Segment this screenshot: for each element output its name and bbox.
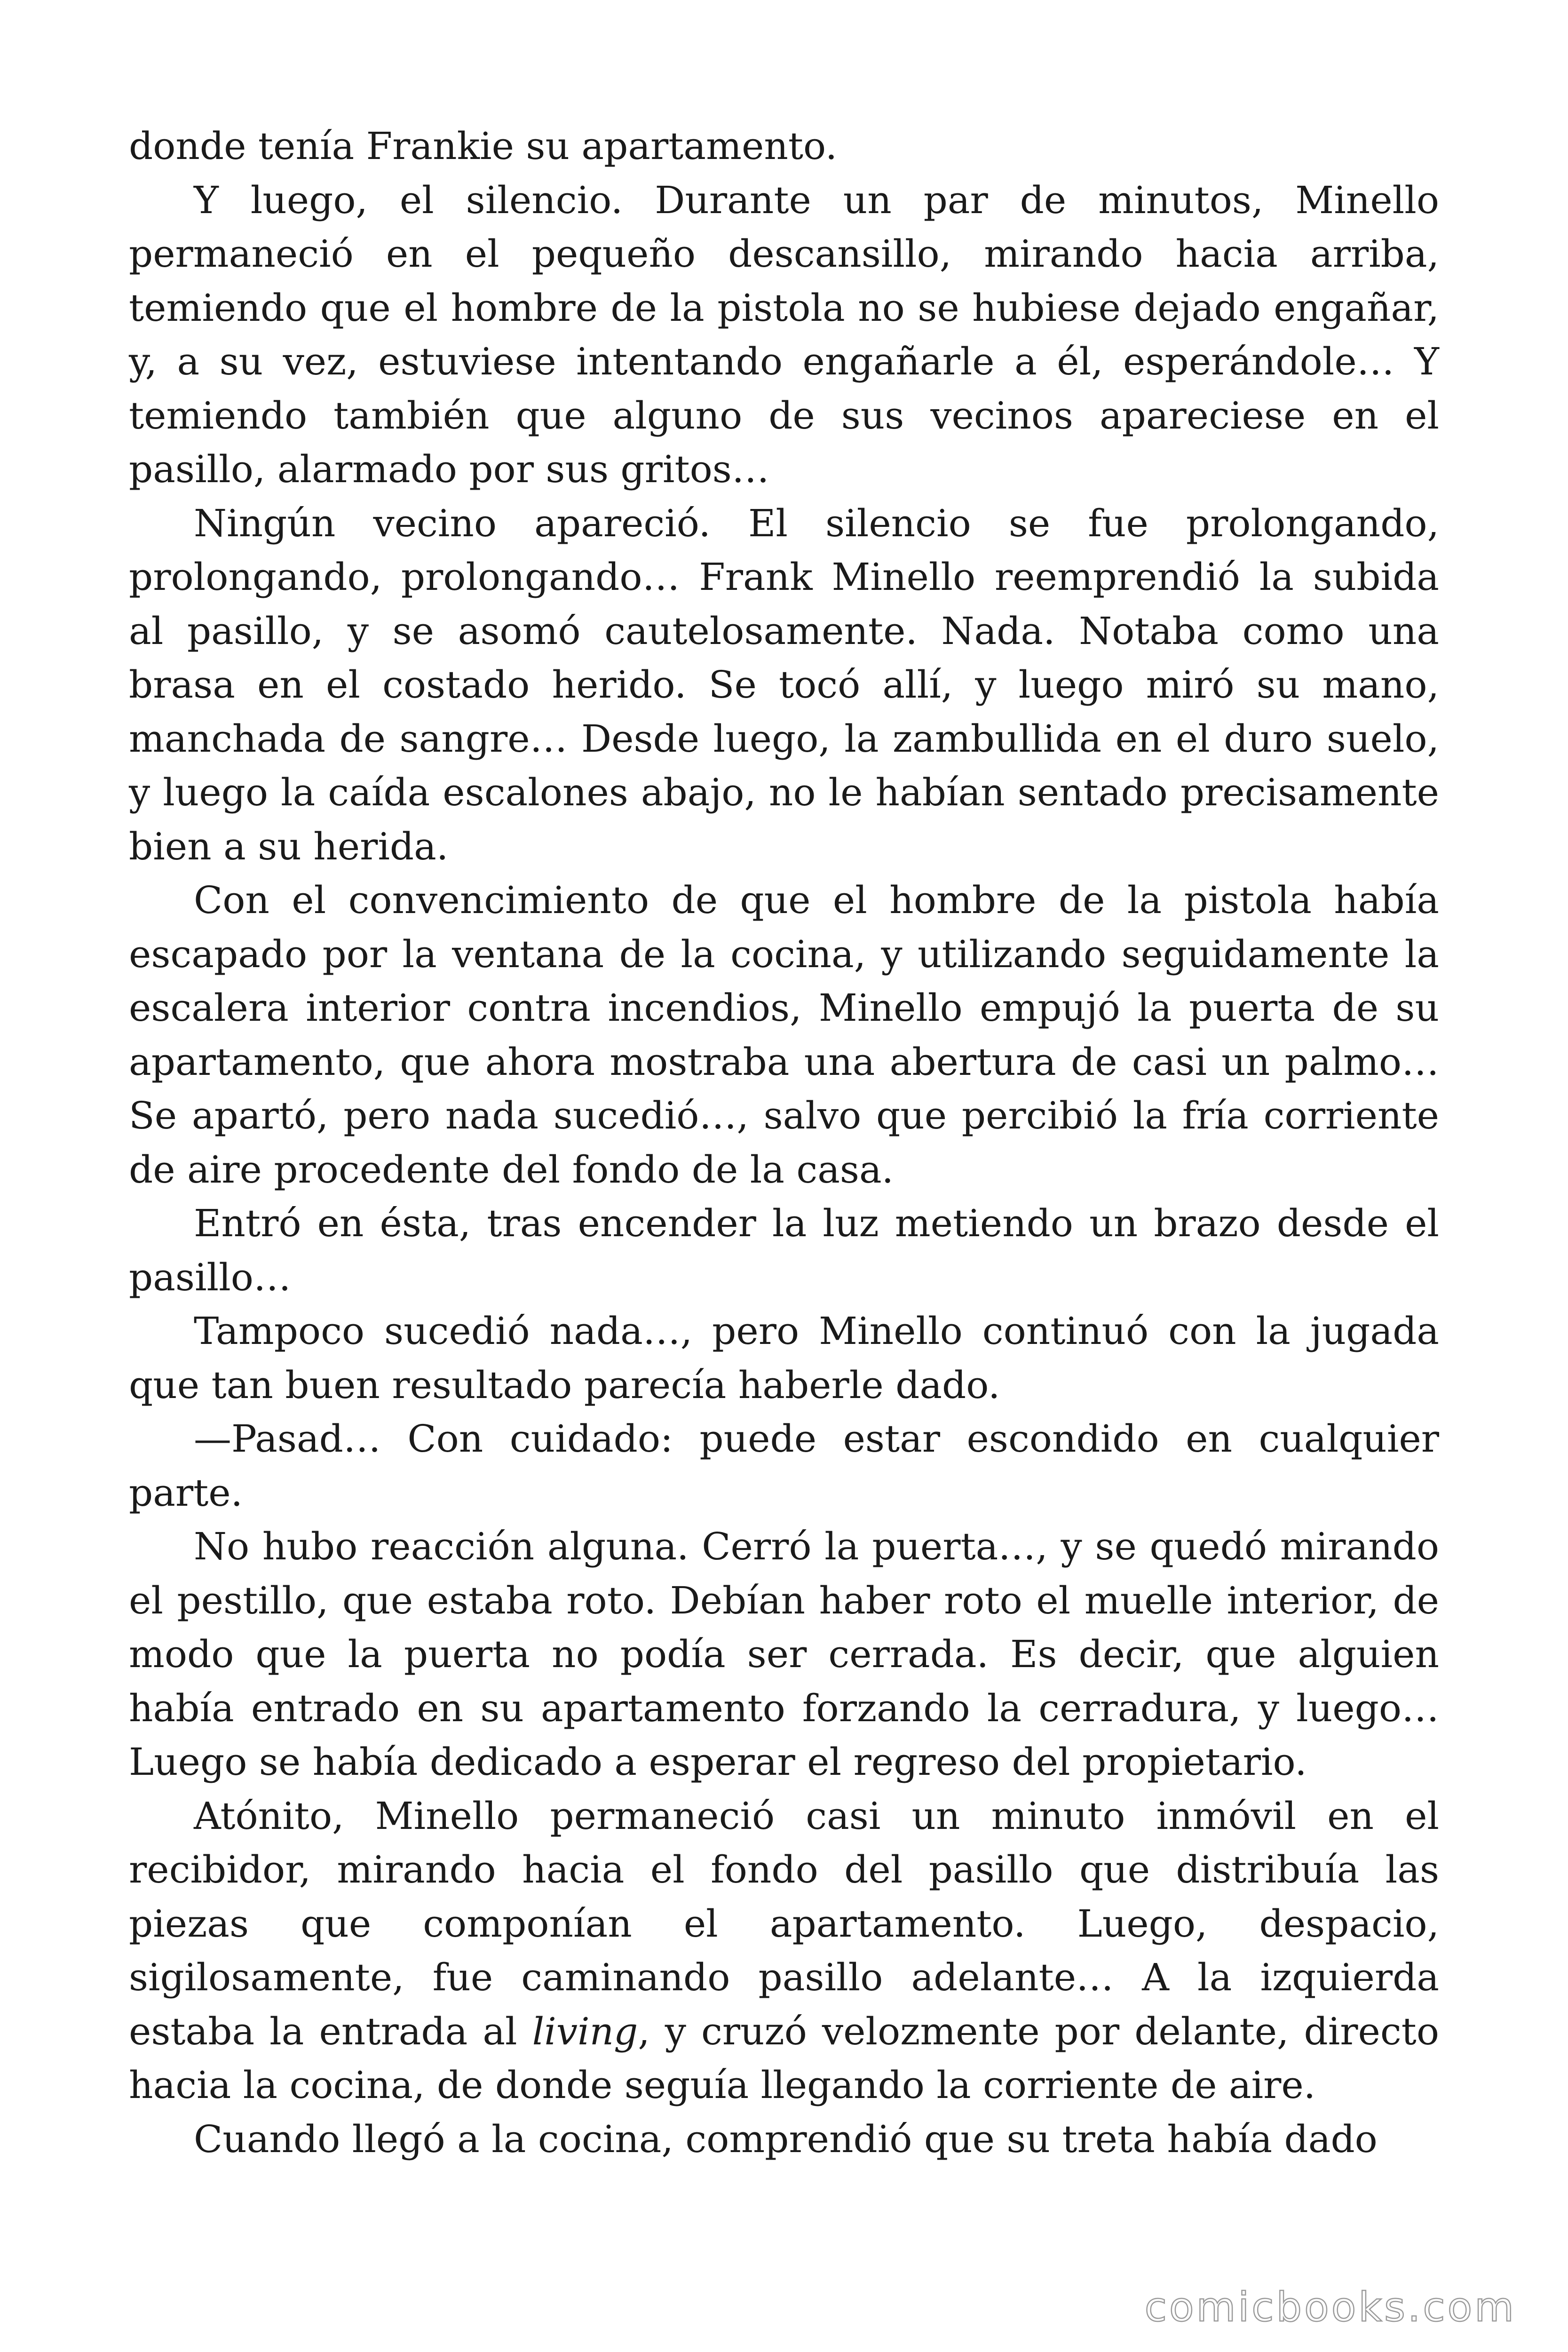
page-body [129, 119, 1439, 2166]
paragraph-8 [129, 1520, 1439, 1789]
text-run: Entró en ésta, tras encender la luz metiendo un brazo desde el pasillo… [129, 1201, 1439, 1299]
text-run: Y luego, el silencio. Durante un par de minutos, Minello permaneció en el pequeño descansillo, mirando hacia arriba, temiendo que el hombre de la pistola no se hubiese dejado engañar, y, a su vez, estuviese intentando engañarle a él, esperándole… Y temiendo también que alguno de sus vecinos apareciese en el pasillo, alarmado por sus gritos… [129, 178, 1439, 491]
text-run: Cuando llegó a la cocina, comprendió que su treta había dado [194, 2117, 1378, 2161]
text-run: donde tenía Frankie su apartamento. [129, 124, 838, 168]
text-run: Ningún vecino apareció. El silencio se fue prolongando, prolongando, prolongando… Frank Minello reemprendió la subida al pasillo, y se asomó cautelosamente. Nada. Notaba como una brasa en el costado herido. Se tocó allí, y luego miró su mano, manchada de sangre… Desde luego, la zambullida en el duro suelo, y luego la caída escalones abajo, no le habían sentado precisamente bien a su herida. [129, 501, 1439, 868]
text-run: Tampoco sucedió nada…, pero Minello continuó con la jugada que tan buen resultado parecía haberle dado. [129, 1309, 1439, 1407]
paragraph-1 [129, 119, 1439, 174]
text-run: Atónito, Minello permaneció casi un minuto inmóvil en el recibidor, mirando hacia el fondo del pasillo que distribuía las piezas que componían el apartamento. Luego, despacio, sigilosamente, fue caminando pasillo adelante… A la izquierda estaba la entrada al [129, 1794, 1439, 2053]
text-run: Con el convencimiento de que el hombre de la pistola había escapado por la ventana de la cocina, y utilizando seguidamente la escalera interior contra incendios, Minello empujó la puerta de su apartamento, que ahora mostraba una abertura de casi un palmo… Se apartó, pero nada sucedió…, salvo que percibió la fría corriente de aire procedente del fondo de la casa. [129, 878, 1439, 1192]
paragraph-5 [129, 1197, 1439, 1304]
text-run: , y cruzó velozmente por delante, directo hacia la cocina, de donde seguía llegando la corriente de aire. [129, 2009, 1439, 2107]
paragraph-2 [129, 174, 1439, 497]
text-run: —Pasad… Con cuidado: puede estar escondido en cualquier parte. [129, 1417, 1439, 1515]
italic-word: living [532, 2009, 638, 2053]
paragraph-4 [129, 874, 1439, 1197]
paragraph-9 [129, 1789, 1439, 2113]
paragraph-3 [129, 497, 1439, 874]
paragraph-10 [129, 2113, 1439, 2167]
paragraph-6 [129, 1304, 1439, 1412]
paragraph-7 [129, 1412, 1439, 1520]
watermark: comicbooks.com [1144, 2284, 1516, 2331]
text-run: No hubo reacción alguna. Cerró la puerta…, y se quedó mirando el pestillo, que estaba roto. Debían haber roto el muelle interior, de modo que la puerta no podía ser cerrada. Es decir, que alguien había entrado en su apartamento forzando la cerradura, y luego… Luego se había dedicado a esperar el regreso del propietario. [129, 1525, 1439, 1784]
